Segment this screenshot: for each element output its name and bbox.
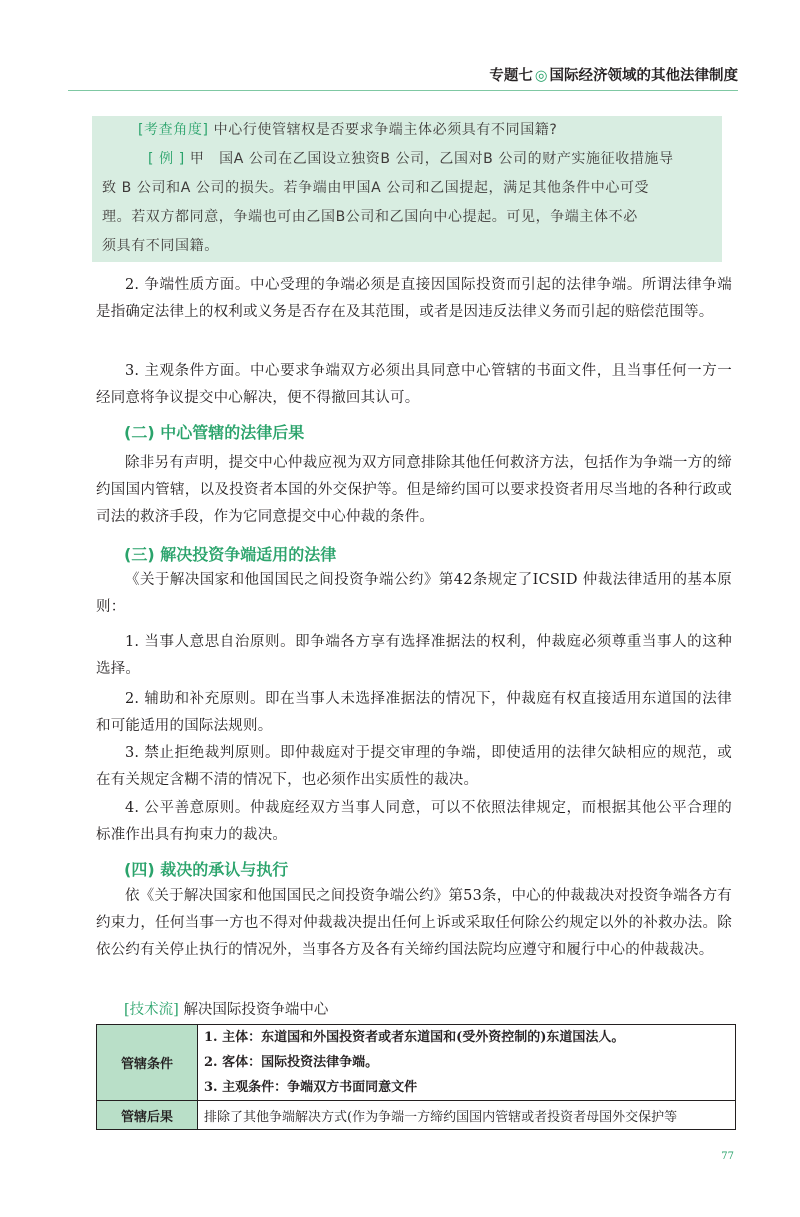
example-text-line-3: 理。若双方都同意，争端也可由乙国B公司和乙国向中心提起。可见，争端主体不必 — [102, 209, 638, 225]
condition-subjective: 3. 主观条件：争端双方书面同意文件 — [204, 1080, 418, 1095]
header-separator: ◎ — [534, 68, 548, 84]
exam-angle-text: 中心行使管辖权是否要求争端主体必须具有不同国籍? — [213, 122, 558, 138]
exam-angle-tag: [考查角度] — [138, 122, 209, 138]
table-cell-conditions — [198, 1025, 736, 1101]
section-heading-recognition: (四) 裁决的承认与执行 — [124, 860, 289, 879]
exam-angle — [102, 116, 706, 145]
table-row — [97, 1025, 736, 1101]
tech-flow-title: 解决国际投资争端中心 — [183, 1002, 329, 1018]
page-number: 77 — [721, 1151, 734, 1162]
table-head-jurisdiction-effects: 管辖后果 — [97, 1101, 198, 1130]
paragraph-principle-non-denial: 3. 禁止拒绝裁判原则。即仲裁庭对于提交审理的争端，即使适用的法律欠缺相应的规范，或在有关规定含糊不清的情况下，也必须作出实质性的裁决。 — [96, 745, 732, 788]
paragraph-principle-autonomy: 1. 当事人意思自治原则。即争端各方享有选择准据法的权利，仲裁庭必须尊重当事人的这种选择。 — [96, 634, 732, 677]
chapter-label: 专题七 — [489, 68, 533, 84]
example-text-line-2: 致 B 公司和A 公司的损失。若争端由甲国A 公司和乙国提起，满足其他条件中心可受 — [102, 180, 650, 196]
example-line — [102, 145, 706, 174]
table-cell-effects: 排除了其他争端解决方式(作为争端一方缔约国国内管辖或者投资者母国外交保护等 — [198, 1101, 736, 1130]
table-row — [97, 1101, 736, 1130]
chapter-title: 国际经济领域的其他法律制度 — [549, 68, 738, 84]
tech-flow-tag: [技术流] — [124, 1002, 179, 1018]
example-text-line-4: 须具有不同国籍。 — [102, 238, 219, 254]
tech-flow-caption — [124, 998, 328, 1019]
table-head-jurisdiction-conditions: 管辖条件 — [97, 1025, 198, 1101]
paragraph-enforcement: 依《关于解决国家和他国国民之间投资争端公约》第53条，中心的仲裁裁决对投资争端各方有约束力，任何当事一方也不得对仲裁裁决提出任何上诉或采取任何除公约规定以外的补救办法。除依公约有关停止执行的情况外，当事各方及各有关缔约国法院均应遵守和履行中心的仲裁裁决。 — [96, 888, 732, 958]
example-text-line-1: 甲 国A 公司在乙国设立独资B 公司，乙国对B 公司的财产实施征收措施导 — [189, 151, 674, 167]
example-tag: [ 例 ] — [148, 151, 185, 167]
section-heading-applicable-law: (三) 解决投资争端适用的法律 — [124, 545, 337, 564]
header-rule — [68, 90, 738, 91]
running-header — [489, 64, 738, 85]
summary-table — [96, 1024, 736, 1130]
paragraph-dispute-nature: 2. 争端性质方面。中心受理的争端必须是直接因国际投资而引起的法律争端。所谓法律争端是指确定法律上的权利或义务是否存在及其范围，或者是因违反法律义务而引起的赔偿范围等。 — [96, 277, 732, 320]
section-heading-consequence: (二) 中心管辖的法律后果 — [124, 423, 305, 442]
condition-subject: 1. 主体：东道国和外国投资者或者东道国和(受外资控制的)东道国法人。 — [204, 1030, 625, 1045]
exam-example-box — [92, 116, 722, 262]
paragraph-consequence: 除非另有声明，提交中心仲裁应视为双方同意排除其他任何救济方法，包括作为争端一方的缔约国国内管辖，以及投资者本国的外交保护等。但是缔约国可以要求投资者用尽当地的各种行政或司法的救济手段，作为它同意提交中心仲裁的条件。 — [96, 455, 732, 525]
paragraph-law-intro: 《关于解决国家和他国国民之间投资争端公约》第42条规定了ICSID 仲裁法律适用的基本原则： — [96, 572, 732, 615]
paragraph-subjective-condition: 3. 主观条件方面。中心要求争端双方必须出具同意中心管辖的书面文件，且当事任何一方一经同意将争议提交中心解决，便不得撤回其认可。 — [96, 363, 732, 406]
condition-object: 2. 客体：国际投资法律争端。 — [204, 1055, 379, 1070]
paragraph-principle-supplementary: 2. 辅助和补充原则。即在当事人未选择准据法的情况下，仲裁庭有权直接适用东道国的法律和可能适用的国际法规则。 — [96, 691, 732, 734]
paragraph-principle-equity: 4. 公平善意原则。仲裁庭经双方当事人同意，可以不依照法律规定，而根据其他公平合理的标准作出具有拘束力的裁决。 — [96, 800, 732, 843]
